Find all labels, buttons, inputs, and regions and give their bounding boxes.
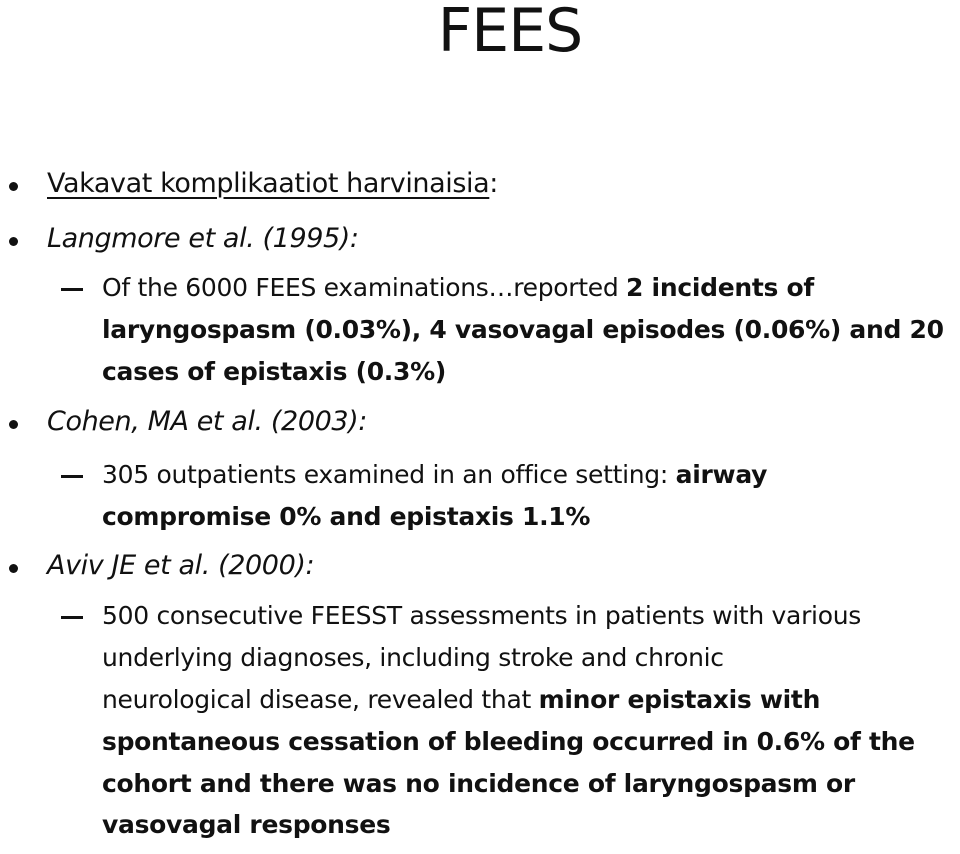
study-citation: Langmore et al. (1995): [47, 223, 359, 254]
detail-bold: minor epistaxis with [538, 685, 821, 714]
study-citation: Aviv JE et al. (2000): [47, 550, 315, 581]
study-citation: Cohen, MA et al. (2003): [47, 406, 367, 437]
study-detail-text [102, 601, 861, 631]
detail-bold: cases of epistaxis (0.3%) [102, 357, 446, 386]
study-detail-text [102, 315, 944, 345]
dash-bullet-icon [61, 288, 83, 291]
study-detail-text [102, 810, 390, 840]
detail-bold: spontaneous cessation of bleeding occurred in 0.6% of the [102, 727, 915, 756]
detail-regular: neurological disease, revealed that [102, 685, 539, 714]
bullet-dot-icon [9, 564, 18, 573]
detail-regular: underlying diagnoses, including stroke and chronic [102, 643, 724, 672]
bullet-dot-icon [9, 182, 18, 191]
study-detail-text [102, 727, 915, 757]
detail-regular: 500 consecutive FEESST assessments in patients with various [102, 601, 861, 630]
slide-title: FEES [437, 0, 583, 66]
study-detail-text [102, 502, 590, 532]
detail-bold: compromise 0% and epistaxis 1.1% [102, 502, 591, 531]
detail-bold: vasovagal responses [102, 810, 391, 839]
study-detail-text [102, 769, 855, 799]
detail-regular: Of the 6000 FEES examinations…reported [102, 273, 627, 302]
study-detail-text [102, 643, 724, 673]
heading-text [47, 168, 498, 200]
detail-regular: 305 outpatients examined in an office setting: [102, 460, 676, 489]
heading-colon: : [489, 168, 498, 199]
detail-bold: cohort and there was no incidence of laryngospasm or [102, 769, 855, 798]
dash-bullet-icon [61, 616, 83, 619]
detail-bold: airway [675, 460, 768, 489]
detail-bold: laryngospasm (0.03%), 4 vasovagal episodes (0.06%) and 20 [102, 315, 944, 344]
dash-bullet-icon [61, 475, 83, 478]
bullet-dot-icon [9, 420, 18, 429]
study-detail-text [102, 273, 814, 303]
detail-bold: 2 incidents of [626, 273, 814, 302]
study-detail-text [102, 460, 767, 490]
bullet-dot-icon [9, 237, 18, 246]
heading-underlined: Vakavat komplikaatiot harvinaisia [47, 168, 490, 199]
study-detail-text [102, 685, 820, 715]
study-detail-text [102, 357, 446, 387]
